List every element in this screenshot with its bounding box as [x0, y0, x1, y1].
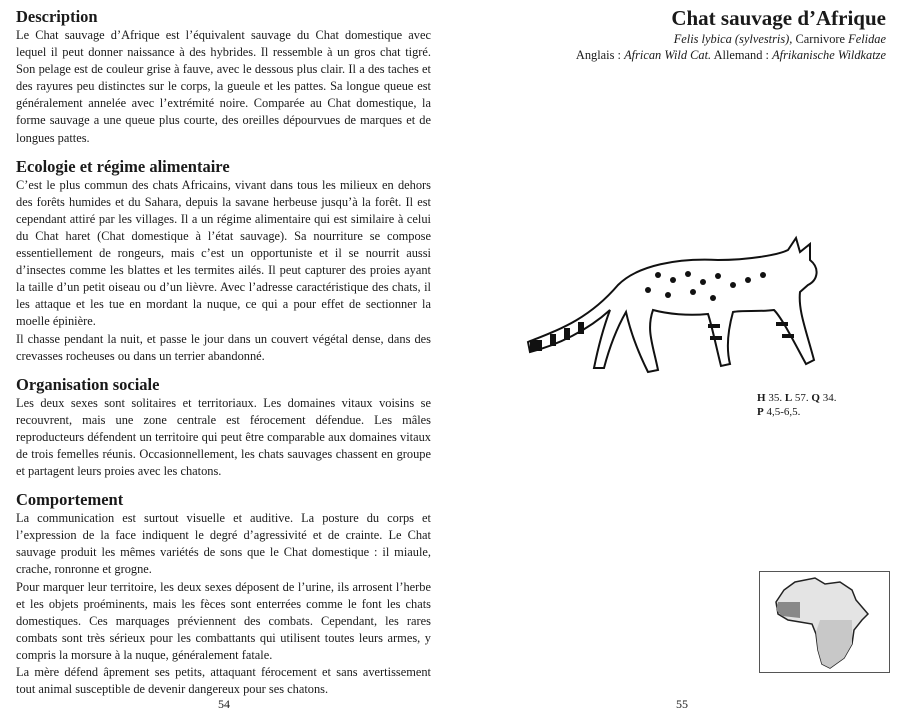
section-description [16, 6, 431, 147]
measure-value: 34. [819, 392, 837, 404]
page-number-right: 55 [676, 697, 688, 711]
species-header [576, 5, 886, 63]
measurements [757, 391, 836, 419]
measure-key: Q [811, 392, 820, 404]
species-title: Chat sauvage d’Afrique [671, 6, 886, 30]
paragraph: La communication est surtout visuelle et auditive. La posture du corps et l’expression de la face indiquent le degré d’agressivité et de crainte. Le Chat sauvage produit les mêmes variétés de sons que le Chat domestique : il miaule, crache, ronronne et grogne. [16, 511, 431, 577]
paragraph: Il chasse pendant la nuit, et passe le jour dans un couvert végétal dense, dans des crevasses rocheuses ou dans un terrier abandonné. [16, 331, 431, 363]
measure-value: 4,5-6,5. [763, 406, 801, 418]
paragraph: Pour marquer leur territoire, les deux sexes déposent de l’urine, ils arrosent l’herbe et les objets proéminents, mais les fèces sont enterrées comme le font les chats domestiques. Ces marquages préviennent des combats. Cependant, les rares combats sont très sérieux pour les combattants qui utilisent toutes leurs armes, y compris la morsure à la nuque, généralement fatale. [16, 579, 431, 662]
taxonomy-line [576, 31, 886, 47]
family: Felidae [848, 32, 886, 46]
english-name: African Wild Cat. [624, 48, 712, 62]
measure-key: P [757, 406, 764, 418]
paragraph: Les deux sexes sont solitaires et territoriaux. Les domaines vitaux voisins se recouvrent, mais une zone centrale est férocement défendue. Les mâles reproducteurs défendent un territoire qui peut être comparable aux domaines vitaux de trois femelles réunis. Occasionnellement, les chats sauvages chassent en groupe et partagent leurs proies avec les chatons. [16, 395, 431, 479]
section-heading: Comportement [16, 490, 124, 510]
measure-value: 57. [792, 392, 812, 404]
section-heading: Organisation sociale [16, 374, 160, 394]
distribution-map [759, 571, 890, 673]
section-heading: Ecologie et régime alimentaire [16, 156, 230, 176]
measure-key: H [757, 392, 766, 404]
measure-line-2 [757, 405, 836, 419]
measure-key: L [784, 392, 793, 404]
measure-line-1 [757, 391, 836, 405]
wildcat-illustration [518, 230, 823, 380]
measure-value: 35. [765, 392, 785, 404]
english-label: Anglais : [575, 48, 625, 62]
paragraph: C’est le plus commun des chats Africains, vivant dans tous les milieux en dehors des forêts humides et du Sahara, depuis la savane herbeuse jusqu’à la forêt. Il est cependant attiré par les villages. Il a un régime alimentaire qui est similaire à celui du Chat haret (Chat domestique à l’état sauvage). Sa nourriture se compose essentiellement de rongeurs, mais c’est un opportuniste et il se nourrit aussi d’insectes comme les blattes et les termites ailés. Il peut capturer des proies ayant la taille d’un petit oiseau ou d’un lièvre. Avec l’adresse caractéristique des chats, il les attaque et les tue en mordant la nuque, ce qui a pour effet de sectionner la moelle épinière. [16, 177, 431, 329]
section-heading: Description [16, 7, 98, 26]
german-label: Allemand : [711, 48, 773, 62]
section-ecology [16, 156, 431, 365]
paragraph: La mère défend âprement ses petits, attaquant férocement et sans avertissement tout animal susceptible de devenir dangereux pour ses chatons. [16, 665, 431, 697]
names-line [576, 47, 886, 63]
order: Carnivore [792, 32, 849, 46]
german-name: Afrikanische Wildkatze [772, 48, 886, 62]
scientific-name: Felis lybica (sylvestris), [673, 32, 793, 46]
page-number-left: 54 [218, 697, 230, 711]
africa-map-icon [760, 572, 889, 672]
paragraph: Le Chat sauvage d’Afrique est l’équivalent sauvage du Chat domestique avec lequel il peut donner naissance à des hybrides. Il ressemble à un gros chat tigré. Son pelage est de couleur grise à fauve, avec le dessous plus clair. Il a des taches et des rayures peu distinctes sur le corps, la gueule et les pattes. Sa longue queue est généralement annelée avec l’extrémité noire. Comparée au Chat domestique, la forme sauvage a une queue plus courte, des oreilles dépourvues de marques et de longues pattes. [16, 28, 431, 145]
section-behaviour [16, 489, 431, 698]
section-social [16, 374, 431, 480]
left-page-content [16, 6, 431, 707]
